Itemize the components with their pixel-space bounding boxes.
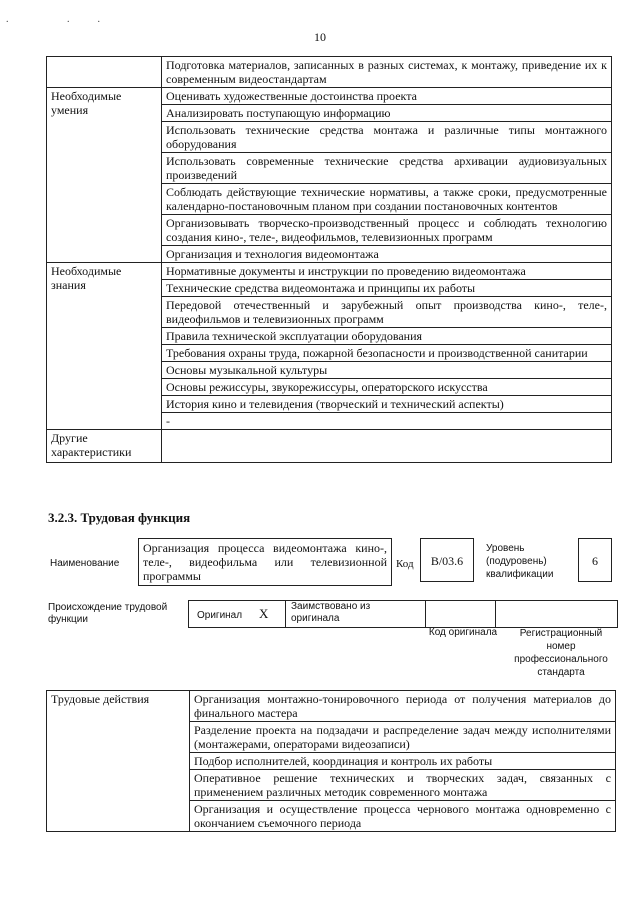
row-item: Оценивать художественные достоинства проекта bbox=[162, 88, 612, 105]
row-item: История кино и телевидения (творческий и технический аспекты) bbox=[162, 396, 612, 413]
row-label: Необходимые умения bbox=[47, 88, 162, 263]
original-label: Оригинал bbox=[197, 610, 243, 621]
page-number: 10 bbox=[314, 30, 326, 44]
row-item: Технические средства видеомонтажа и принципы их работы bbox=[162, 280, 612, 297]
row-item: Организовывать творческо-производственный процесс и соблюдать технологию создания кино-, теле-, видеофильмов, телевизионных программ bbox=[162, 215, 612, 246]
borrowed-label: Заимствовано из оригинала bbox=[291, 601, 371, 624]
row-item: Основы режиссуры, звукорежиссуры, операторского искусства bbox=[162, 379, 612, 396]
original-mark: X bbox=[259, 606, 269, 621]
row-label: Необходимые знания bbox=[47, 263, 162, 430]
original-code-caption: Код оригинала bbox=[428, 627, 498, 638]
qualification-level: 6 bbox=[578, 538, 612, 582]
table-row bbox=[47, 263, 612, 280]
table-row bbox=[47, 88, 612, 105]
table-row bbox=[47, 430, 612, 463]
table-row bbox=[47, 57, 612, 88]
row-item: Соблюдать действующие технические нормативы, а также сроки, предусмотренные календарно-постановочным планом при создании постановочных контентов bbox=[162, 184, 612, 215]
scan-specks: . .. bbox=[6, 14, 128, 25]
level-label: Уровень (подуровень) квалификации bbox=[486, 543, 554, 580]
original-code-cell bbox=[425, 601, 496, 627]
origin-label: Происхождение трудовой функции bbox=[48, 602, 168, 625]
row-item: - bbox=[162, 413, 612, 430]
skills-knowledge-table bbox=[46, 56, 612, 463]
row-item: Организация и технология видеомонтажа bbox=[162, 246, 612, 263]
row-item: Правила технической эксплуатации оборудования bbox=[162, 328, 612, 345]
row-item: Требования охраны труда, пожарной безопасности и производственной санитарии bbox=[162, 345, 612, 362]
origin-row bbox=[188, 600, 618, 628]
registration-number-caption: Регистрационный номер профессионального стандарта bbox=[514, 628, 608, 678]
action-item: Разделение проекта на подзадачи и распределение задач между исполнителями (монтажерами, операторами видеозаписи) bbox=[190, 722, 616, 753]
labor-function-header bbox=[46, 536, 616, 586]
row-label bbox=[47, 57, 162, 88]
function-code: B/03.6 bbox=[420, 538, 474, 582]
code-label: Код bbox=[396, 558, 414, 570]
action-item: Оперативное решение технических и творческих задач, связанных с применением различных методик современного монтажа bbox=[190, 770, 616, 801]
row-item: Подготовка материалов, записанных в разных системах, к монтажу, приведение их к современным видеостандартам bbox=[162, 57, 612, 88]
action-item: Организация и осуществление процесса чернового монтажа одновременно с окончанием съемочного периода bbox=[190, 801, 616, 832]
name-label: Наименование bbox=[50, 558, 120, 569]
action-item: Подбор исполнителей, координация и контроль их работы bbox=[190, 753, 616, 770]
row-item: Основы музыкальной культуры bbox=[162, 362, 612, 379]
row-item: Нормативные документы и инструкции по проведению видеомонтажа bbox=[162, 263, 612, 280]
table-row bbox=[47, 691, 616, 722]
section-heading: 3.2.3. Трудовая функция bbox=[48, 510, 191, 525]
row-item: Передовой отечественный и зарубежный опыт производства кино-, теле-, видеофильмов и телевизионных программ bbox=[162, 297, 612, 328]
borrowed-cell bbox=[285, 601, 426, 627]
row-item: Использовать современные технические средства архивации аудиовизуальных произведений bbox=[162, 153, 612, 184]
original-cell bbox=[189, 601, 286, 627]
function-origin bbox=[48, 600, 618, 690]
row-label: Другие характеристики bbox=[47, 430, 162, 463]
row-item bbox=[162, 430, 612, 463]
labor-actions-table bbox=[46, 690, 616, 832]
action-item: Организация монтажно-тонировочного периода от получения материалов до финального мастера bbox=[190, 691, 616, 722]
actions-label: Трудовые действия bbox=[47, 691, 190, 832]
row-item: Анализировать поступающую информацию bbox=[162, 105, 612, 122]
row-item: Использовать технические средства монтажа и различные типы монтажного оборудования bbox=[162, 122, 612, 153]
function-name: Организация процесса видеомонтажа кино-, теле-, видеофильма или телевизионной программы bbox=[138, 538, 392, 586]
